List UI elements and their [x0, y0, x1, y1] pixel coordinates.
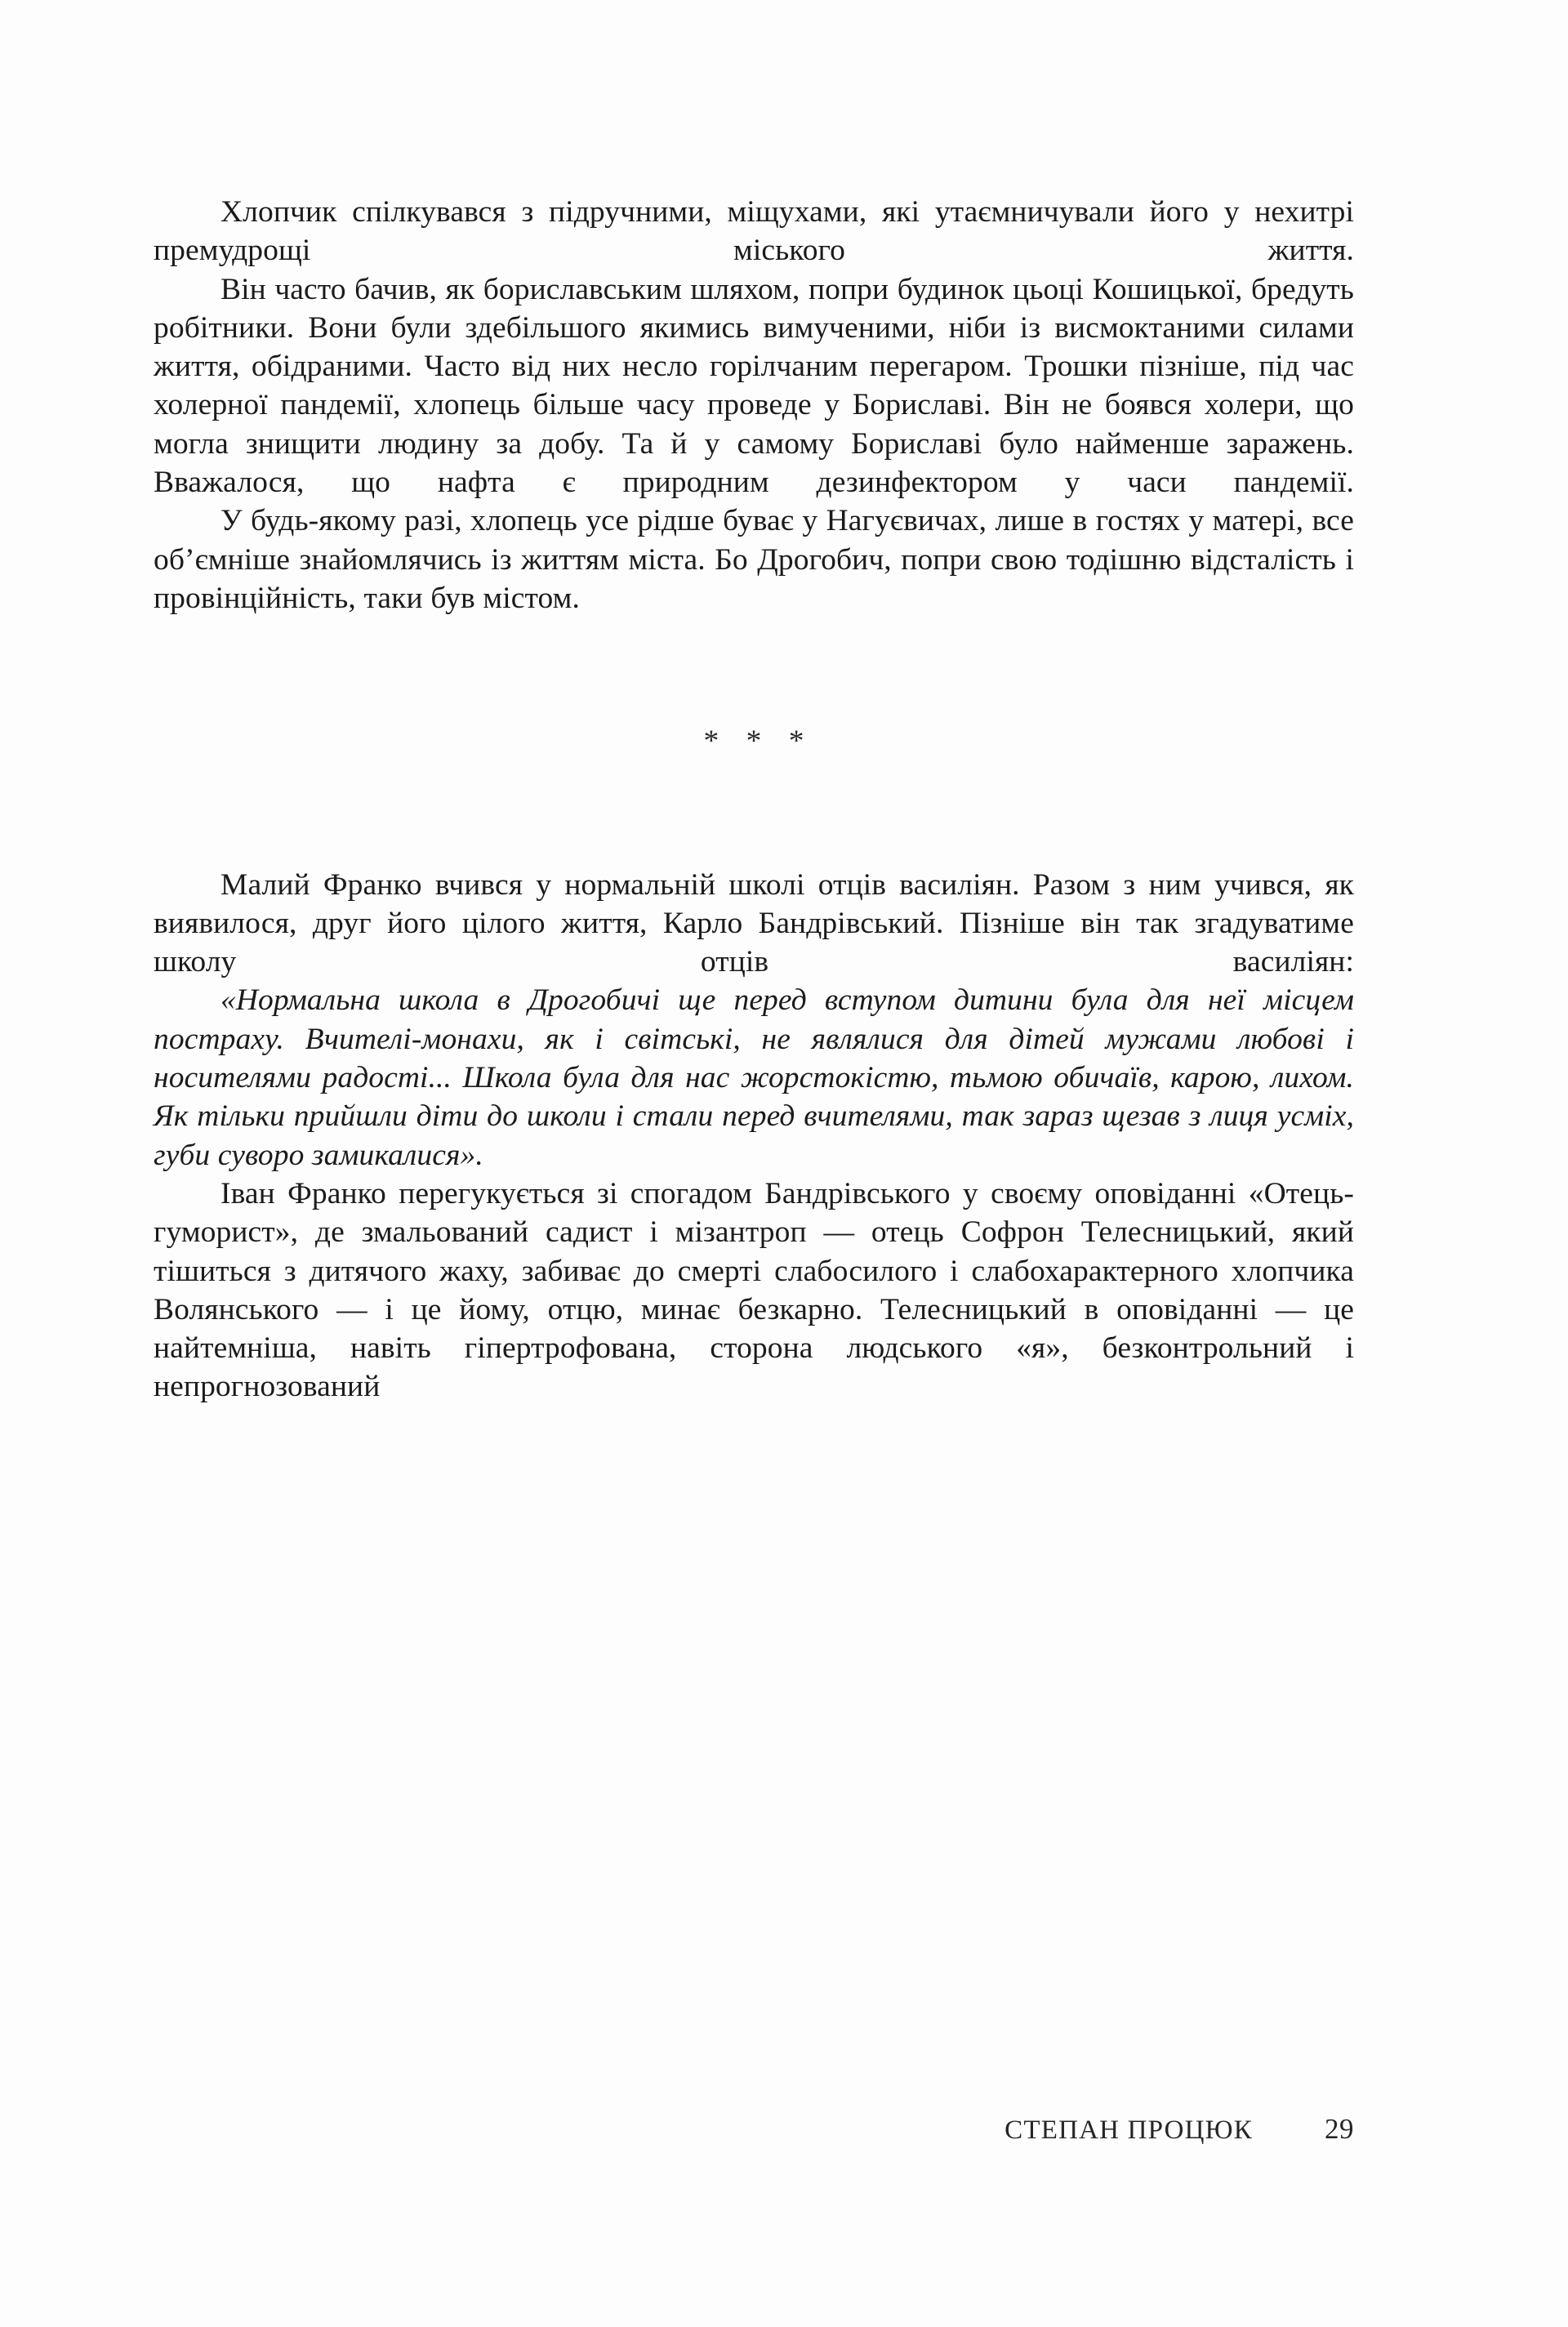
page-number: 29: [1325, 2113, 1354, 2145]
paragraph-1: Хлопчик спілкувався з підручними, міщухами, які утаємничували його у нехитрі премудрощі міського життя.: [154, 195, 1354, 268]
paragraph-2: Він часто бачив, як бориславським шляхом, попри будинок цьоці Кошицької, бредуть робітники. Вони були здебільшого якимись вимученими, ніби із висмоктаними силами життя, обідраними. Часто від них несло горілчаним перегаром. Трошки пізніше, під час холерної пандемії, хлопець більше часу проведе у Бориславі. Він не боявся холери, що могла знищити людину за добу. Та й у самому Бориславі було найменше заражень. Вважалося, що нафта є природним дезинфектором у часи пандемії.: [154, 272, 1354, 500]
page-footer: [154, 2113, 1354, 2146]
paragraph-6: Іван Франко перегукується зі спогадом Бандрівського у своєму оповіданні «Отець-гуморист», де змальований садист і мізантроп — отець Софрон Телесницький, який тішиться з дитячого жаху, забиває до смерті слабосилого і слабохарактерного хлопчика Волянського — і це йому, отцю, минає безкарно. Телесницький в оповіданні — це найтемніша, навіть гіпертрофована, сторона людського «я», безконтрольний і непрогнозований: [154, 1176, 1354, 1404]
paragraph-4: Малий Франко вчився у нормальній школі отців василіян. Разом з ним учився, як виявилося, друг його цілого життя, Карло Бандрівський. Пізніше він так згадуватиме школу отців василіян:: [154, 867, 1354, 979]
paragraph-3: У будь-якому разі, хлопець усе рідше буває у Нагуєвичах, лише в гостях у матері, все об’ємніше знайомлячись із життям міста. Бо Дрогобич, попри свою тодішню відсталість і провінційність, таки був містом.: [154, 504, 1354, 615]
separator-gap-top: [154, 617, 1354, 722]
text-column: [154, 193, 1354, 1406]
block-quote-paragraph: «Нормальна школа в Дрогобичі ще перед вступом дитини була для неї місцем постраху. Вчителі-монахи, як і світські, не являлися для дітей мужами любові і носителями радості... Школа була для нас жорстокістю, тьмою обичаїв, карою, лихом. Як тільки прийшли діти до школи і стали перед вчителями, так зараз щезав з лиця усміх, губи суворо замикалися».: [154, 983, 1354, 1172]
footer-author-name: СТЕПАН ПРОЦЮК: [1004, 2115, 1253, 2145]
asterisk-separator-icon: * * *: [703, 724, 814, 759]
separator-gap-bottom: [154, 761, 1354, 866]
